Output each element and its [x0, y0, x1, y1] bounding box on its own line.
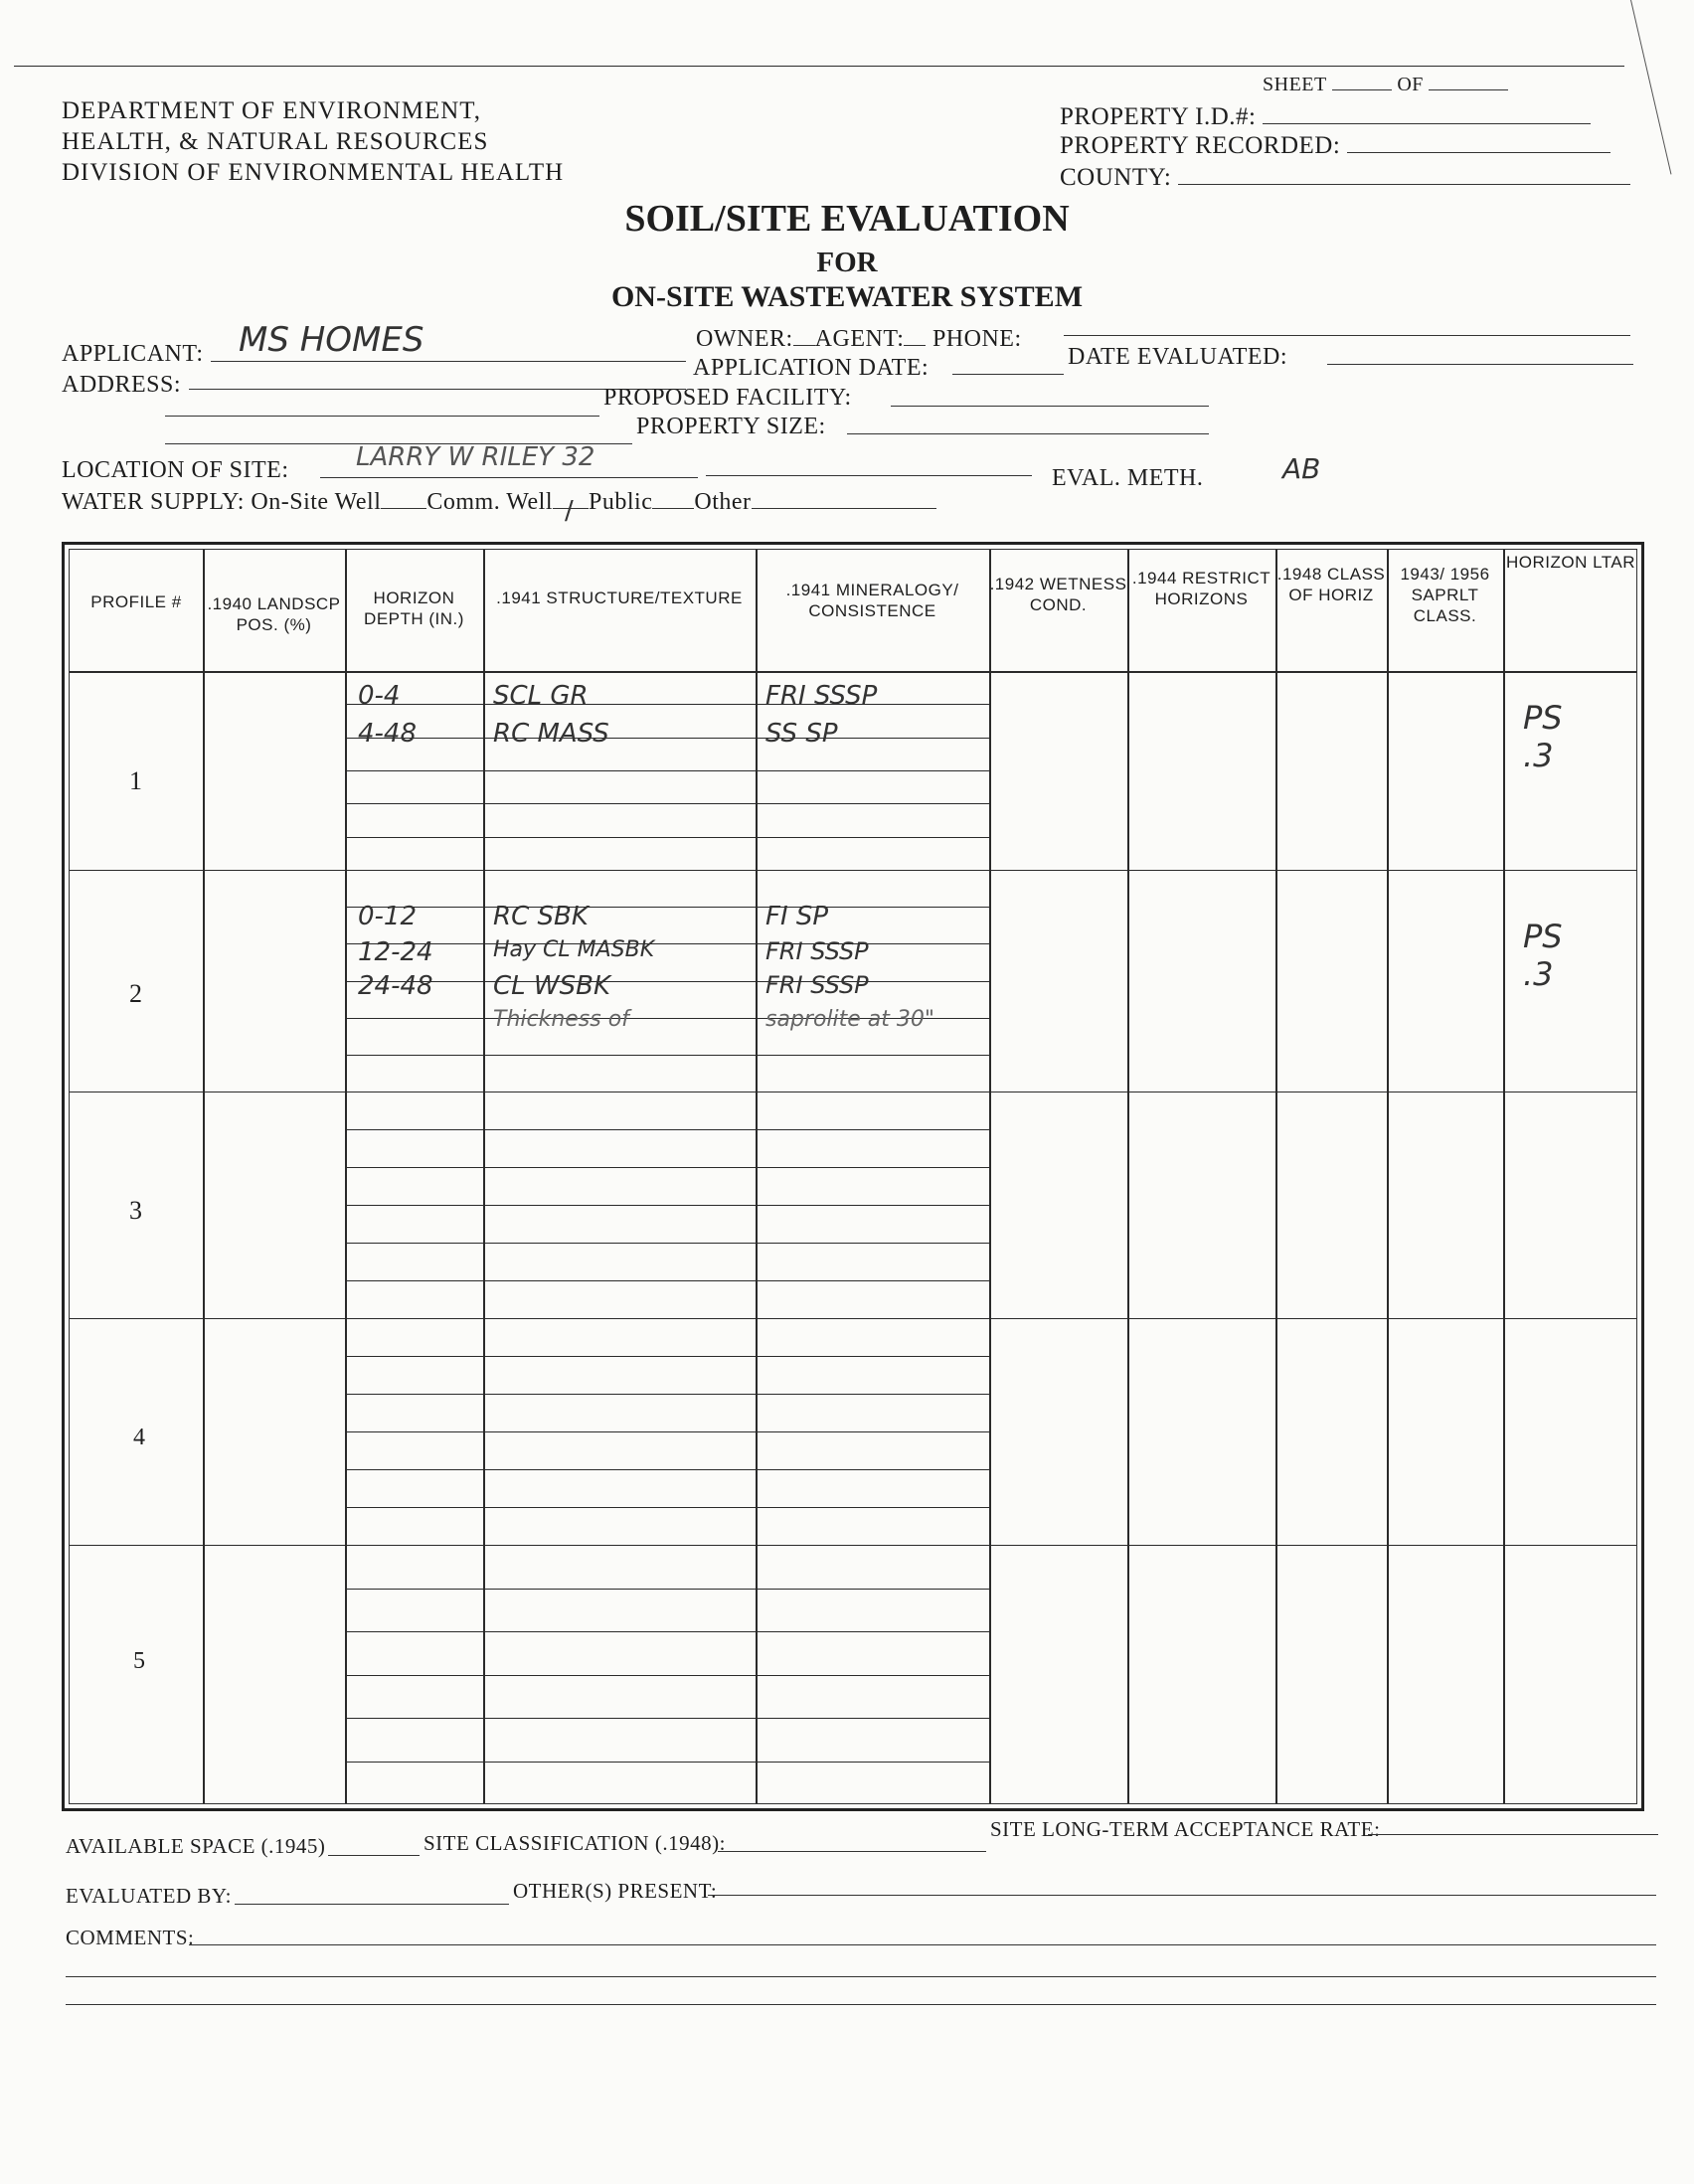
county-blank[interactable]	[1178, 184, 1630, 185]
evaluation-table	[62, 542, 1644, 1811]
horizon-subrow-line	[345, 770, 989, 771]
p2-row2-mineralogy: FRI SSSP	[765, 937, 869, 965]
form-subtitle: ON-SITE WASTEWATER SYSTEM	[610, 280, 1084, 313]
agent-label: AGENT:	[814, 326, 905, 352]
department-block	[62, 95, 564, 188]
comm-well-blank[interactable]	[553, 496, 589, 526]
profile-number-2: 2	[129, 979, 142, 1008]
horizon-subrow-line	[345, 1356, 989, 1357]
applicant-label: APPLICANT:	[62, 341, 204, 367]
header-wetness-condition: .1942 WETNESS COND.	[989, 575, 1127, 614]
header-class-of-horizon: .1948 CLASS OF HORIZ	[1276, 565, 1386, 604]
site-classification-label: SITE CLASSIFICATION (.1948):	[424, 1831, 726, 1855]
horizon-subrow-line	[345, 1129, 989, 1130]
available-space-blank[interactable]	[328, 1855, 420, 1856]
header-horizon-depth: HORIZON DEPTH (IN.)	[364, 588, 464, 628]
property-size-label: PROPERTY SIZE:	[636, 414, 826, 439]
horizon-subrow-line	[345, 803, 989, 804]
comments-blank-3[interactable]	[66, 2004, 1656, 2005]
horizon-subrow-line	[345, 1280, 989, 1281]
on-site-well-blank[interactable]	[381, 508, 426, 509]
col-line	[1387, 550, 1389, 1803]
horizon-subrow-line	[345, 1205, 989, 1206]
horizon-subrow-line	[345, 1507, 989, 1508]
property-id-field	[1060, 103, 1591, 131]
p2-row1-structure: RC SBK	[493, 902, 589, 931]
col-line	[989, 550, 991, 1803]
phone-blank[interactable]	[1064, 335, 1630, 336]
horizon-subrow-line	[345, 1469, 989, 1470]
header-horizon-ltar: HORIZON LTAR	[1505, 553, 1636, 572]
comments-label: COMMENTS:	[66, 1926, 195, 1949]
profile-divider	[70, 1318, 1636, 1319]
evaluated-by-label: EVALUATED BY:	[66, 1884, 232, 1908]
property-id-label: PROPERTY I.D.#:	[1060, 103, 1257, 130]
application-date-label: APPLICATION DATE:	[693, 355, 930, 381]
water-supply-label: WATER SUPPLY: On-Site Well	[62, 489, 382, 515]
p2-row3-depth: 24-48	[358, 971, 433, 1001]
header-rule	[70, 671, 1636, 673]
horizon-subrow-line	[345, 1167, 989, 1168]
location-blank-2[interactable]	[706, 475, 1032, 476]
col-line	[1275, 550, 1277, 1803]
location-value: LARRY W RILEY 32	[356, 442, 595, 472]
horizon-subrow-line	[345, 981, 989, 982]
horizon-subrow-line	[345, 943, 989, 944]
date-evaluated-label: DATE EVALUATED:	[1068, 344, 1288, 370]
p1-ltar: PS .3	[1523, 699, 1563, 774]
site-classification-blank[interactable]	[718, 1851, 986, 1852]
p1-row2-depth: 4-48	[358, 719, 418, 749]
table-inner-border	[69, 549, 1637, 1804]
applicant-value: MS HOMES	[239, 320, 424, 360]
acceptance-rate-blank[interactable]	[1368, 1834, 1658, 1835]
p2-row1-depth: 0-12	[358, 902, 418, 931]
proposed-facility-label: PROPOSED FACILITY:	[603, 385, 852, 411]
form-title: SOIL/SITE EVALUATION	[624, 198, 1070, 240]
application-date-blank[interactable]	[952, 374, 1064, 375]
profile-divider	[70, 1545, 1636, 1546]
location-blank[interactable]	[320, 477, 698, 478]
p1-row1-mineralogy: FRI SSSP	[765, 681, 878, 711]
horizon-subrow-line	[345, 1589, 989, 1590]
owner-label: OWNER:	[696, 326, 793, 352]
page-fold-edge	[1630, 0, 1671, 174]
available-space-label: AVAILABLE SPACE (.1945)	[66, 1834, 326, 1858]
p2-row4-mineralogy: saprolite at 30"	[765, 1007, 935, 1032]
form-title-for: FOR	[816, 247, 878, 278]
eval-method-label: EVAL. METH.	[1052, 465, 1204, 491]
owner-agent-phone	[696, 326, 1022, 353]
comm-well-check-mark: /	[565, 496, 575, 526]
department-line-3: DIVISION OF ENVIRONMENTAL HEALTH	[62, 159, 565, 186]
horizon-subrow-line	[345, 1394, 989, 1395]
sheet-of-blank[interactable]	[1429, 89, 1508, 90]
horizon-subrow-line	[345, 1431, 989, 1432]
public-label: Public	[589, 489, 653, 515]
public-blank[interactable]	[652, 508, 694, 509]
header-landscape-position: .1940 LANDSCP POS. (%)	[207, 594, 341, 634]
profile-number-3: 3	[129, 1196, 142, 1225]
horizon-subrow-line	[345, 1718, 989, 1719]
sheet-blank[interactable]	[1332, 89, 1392, 90]
others-present-label: OTHER(S) PRESENT:	[513, 1879, 718, 1903]
sheet-of-label: OF	[1397, 74, 1424, 95]
applicant-blank[interactable]	[211, 361, 686, 362]
p2-ltar: PS .3	[1523, 918, 1563, 993]
others-present-blank[interactable]	[708, 1895, 1656, 1896]
location-label: LOCATION OF SITE:	[62, 457, 289, 483]
comments-blank-2[interactable]	[66, 1976, 1656, 1977]
address-line-2-blank[interactable]	[165, 416, 599, 417]
other-label: Other	[694, 489, 752, 515]
agent-check[interactable]	[904, 345, 926, 346]
horizon-subrow-line	[345, 837, 989, 838]
p2-row1-mineralogy: FI SP	[765, 902, 829, 931]
property-recorded-field	[1060, 132, 1610, 160]
horizon-subrow-line	[345, 1631, 989, 1632]
col-line	[203, 550, 205, 1803]
eval-method-value: AB	[1282, 452, 1321, 485]
comments-blank-1[interactable]	[189, 1944, 1656, 1945]
p2-row2-structure: Hay CL MASBK	[493, 937, 655, 962]
header-mineralogy-consistence: .1941 MINERALOGY/ CONSISTENCE	[785, 581, 959, 620]
property-recorded-label: PROPERTY RECORDED:	[1060, 132, 1341, 159]
horizon-subrow-line	[345, 907, 989, 908]
property-size-blank[interactable]	[847, 433, 1209, 434]
address-label: ADDRESS:	[62, 372, 182, 398]
horizon-subrow-line	[345, 1762, 989, 1763]
p2-row3-mineralogy: FRI SSSP	[765, 971, 869, 999]
profile-number-1: 1	[129, 766, 142, 795]
col-line	[1127, 550, 1129, 1803]
date-evaluated-blank[interactable]	[1327, 364, 1633, 365]
horizon-subrow-line	[345, 1243, 989, 1244]
horizon-subrow-line	[345, 1675, 989, 1676]
horizon-subrow-line	[345, 738, 989, 739]
p2-row3-structure: CL WSBK	[493, 971, 611, 1001]
comm-well-label: Comm. Well	[426, 489, 554, 515]
horizon-subrow-line	[345, 704, 989, 705]
property-recorded-blank[interactable]	[1347, 152, 1610, 153]
profile-number-4: 4	[133, 1425, 145, 1450]
p2-row4-structure: Thickness of	[493, 1007, 629, 1032]
header-structure-texture: .1941 STRUCTURE/TEXTURE	[496, 588, 743, 607]
acceptance-rate-label: SITE LONG-TERM ACCEPTANCE RATE:	[990, 1817, 1381, 1841]
horizon-subrow-line	[345, 1055, 989, 1056]
p2-row2-depth: 12-24	[358, 937, 433, 967]
owner-check[interactable]	[793, 345, 815, 346]
evaluated-by-blank[interactable]	[235, 1904, 509, 1905]
phone-label: PHONE:	[932, 326, 1022, 352]
p1-row2-structure: RC MASS	[493, 719, 609, 749]
col-line	[1503, 550, 1505, 1803]
p1-row2-mineralogy: SS SP	[765, 719, 838, 749]
p1-row1-structure: SCL GR	[493, 681, 589, 711]
county-field	[1060, 164, 1630, 192]
top-rule	[14, 66, 1624, 67]
profile-divider	[70, 870, 1636, 871]
header-restrict-horizons: .1944 RESTRICT HORIZONS	[1131, 569, 1271, 608]
header-profile: PROFILE #	[90, 592, 182, 611]
sheet-field	[1263, 74, 1508, 96]
water-supply-field	[62, 489, 936, 526]
proposed-facility-blank[interactable]	[891, 406, 1209, 407]
department-line-1: DEPARTMENT OF ENVIRONMENT,	[62, 97, 481, 124]
department-line-2: HEALTH, & NATURAL RESOURCES	[62, 128, 489, 155]
property-id-blank[interactable]	[1263, 123, 1591, 124]
p1-row1-depth: 0-4	[358, 681, 401, 711]
header-saprolite-class: 1943/ 1956 SAPRLT CLASS.	[1400, 565, 1490, 625]
profile-number-5: 5	[133, 1648, 145, 1674]
sheet-label: SHEET	[1263, 74, 1327, 95]
other-blank[interactable]	[752, 508, 936, 509]
county-label: COUNTY:	[1060, 164, 1172, 191]
